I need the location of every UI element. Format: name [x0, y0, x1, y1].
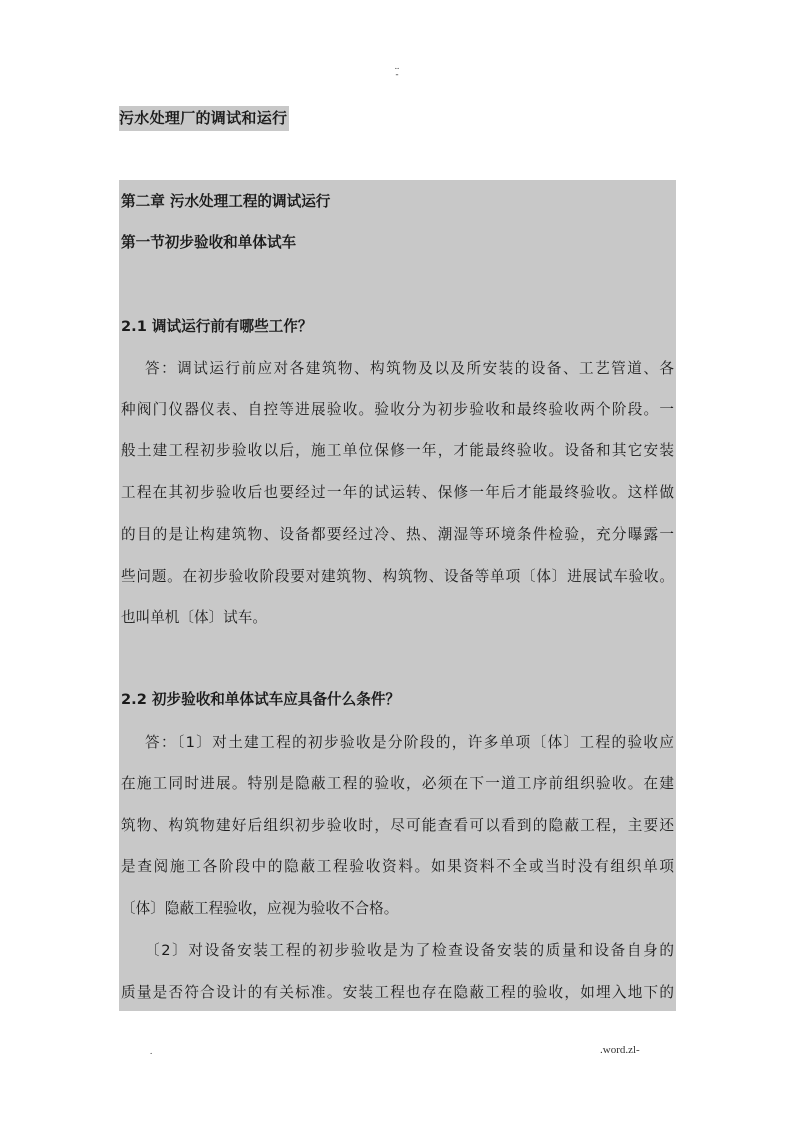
paragraph-line: 答：〔1〕对土建工程的初步验收是分阶段的，许多单项〔体〕工程的验收应 [145, 734, 674, 751]
question-heading-2-2: 2.2 初步验收和单体试车应具备什么条件？ [121, 691, 401, 708]
footer-watermark-text: .word.zl- [600, 1044, 640, 1056]
paragraph-line: 是查阅施工各阶段中的隐蔽工程验收资料。如果资料不全或当时没有组织单项 [121, 858, 674, 875]
paragraph-line: 质量是否符合设计的有关标准。安装工程也存在隐蔽工程的验收，如埋入地下的 [121, 984, 674, 1001]
paragraph-line: 〔2〕对设备安装工程的初步验收是为了检查设备安装的质量和设备自身的 [145, 942, 674, 959]
question-heading-2-1: 2.1 调试运行前有哪些工作？ [121, 318, 313, 335]
paragraph-line: 般土建工程初步验收以后，施工单位保修一年，才能最终验收。设备和其它安装 [121, 442, 674, 459]
paragraph-line: 些问题。在初步验收阶段要对建筑物、构筑物、设备等单项〔体〕进展试车验收。 [121, 568, 674, 585]
paragraph-line: 答：调试运行前应对各建筑物、构筑物及以及所安装的设备、工艺管道、各 [145, 360, 674, 377]
paragraph-line: 种阀门仪器仪表、自控等进展验收。验收分为初步验收和最终验收两个阶段。一 [121, 401, 674, 418]
paragraph-line: 筑物、构筑物建好后组织初步验收时，尽可能查看可以看到的隐蔽工程，主要还 [121, 817, 674, 834]
footer-left-mark: . [150, 1046, 153, 1056]
chapter-heading: 第二章 污水处理工程的调试运行 [121, 193, 331, 210]
paragraph-line: 工程在其初步验收后也要经过一年的试运转、保修一年后才能最终验收。这样做 [121, 484, 674, 501]
document-title: 污水处理厂的调试和运行 [119, 106, 289, 131]
paragraph-line: 在施工同时进展。特别是隐蔽工程的验收，必须在下一道工序前组织验收。在建 [121, 775, 674, 792]
paragraph-line: 也叫单机〔体〕试车。 [121, 609, 267, 626]
paragraph-line: 的目的是让构建筑物、设备都要经过冷、热、潮湿等环境条件检验，充分曝露一 [121, 526, 674, 543]
header-mark: .. - [394, 61, 400, 79]
shaded-content-block [119, 180, 676, 1011]
paragraph-line: 〔体〕隐蔽工程验收，应视为验收不合格。 [121, 900, 399, 917]
section-heading: 第一节初步验收和单体试车 [121, 234, 297, 251]
